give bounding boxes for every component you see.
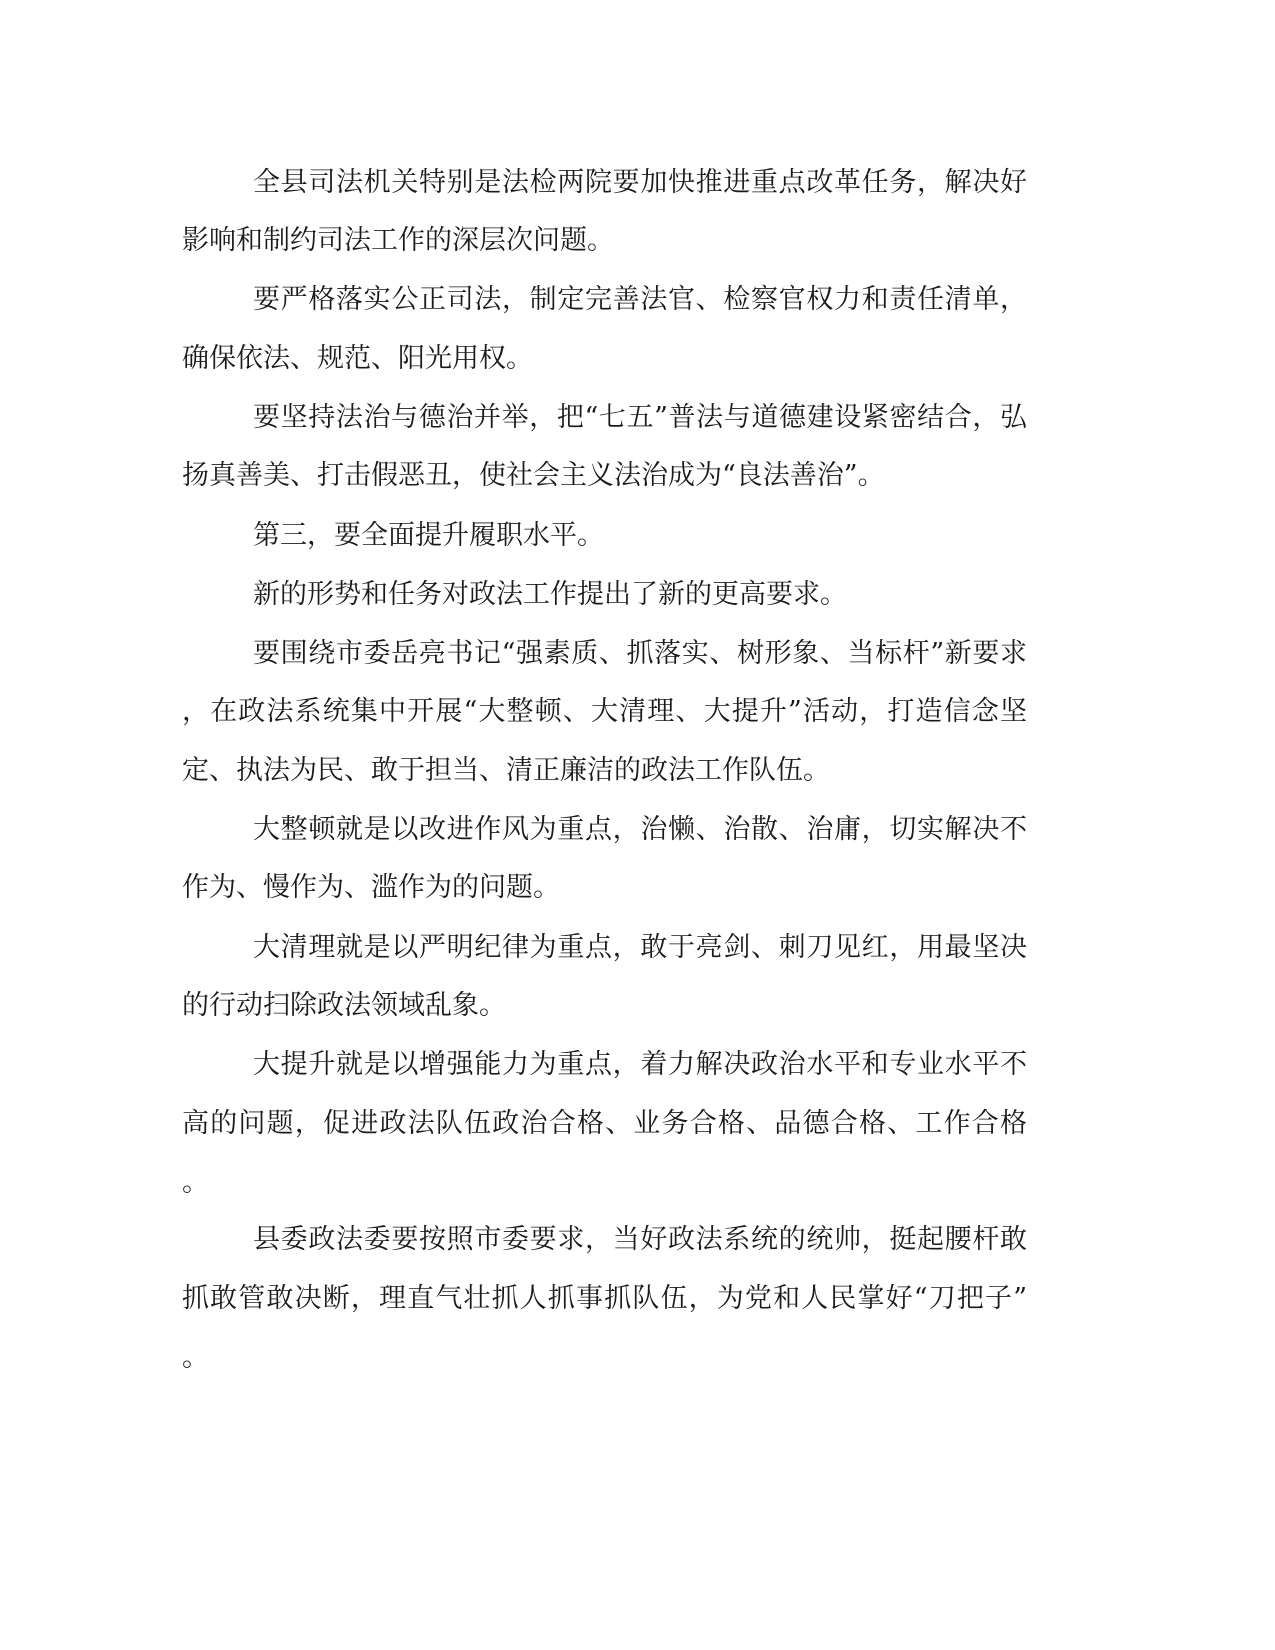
line-text: 全县司法机关特别是法检两院要加快推进重点改革任务，解决好 xyxy=(253,167,1027,198)
text-line xyxy=(0,1338,1275,1378)
line-text: 要围绕市委岳亮书记“强素质、抓落实、树形象、当标杆”新要求 xyxy=(253,638,1027,669)
text-line xyxy=(0,398,1275,438)
line-text: 要坚持法治与德治并举，把“七五”普法与道德建设紧密结合，弘 xyxy=(253,402,1027,433)
text-line xyxy=(0,575,1275,615)
text-line xyxy=(0,280,1275,320)
line-text: 大清理就是以严明纪律为重点，敢于亮剑、刺刀见红，用最坚决 xyxy=(253,932,1027,963)
line-text: 要严格落实公正司法，制定完善法官、检察官权力和责任清单， xyxy=(253,284,1027,315)
text-line xyxy=(0,221,1275,261)
line-text: 的行动扫除政法领域乱象。 xyxy=(182,990,506,1021)
line-text: 作为、慢作为、滥作为的问题。 xyxy=(182,872,560,903)
text-line xyxy=(0,1220,1275,1260)
text-line xyxy=(0,810,1275,850)
text-line xyxy=(0,1279,1275,1319)
text-line xyxy=(0,634,1275,674)
text-line xyxy=(0,692,1275,732)
text-line xyxy=(0,928,1275,968)
line-text: 。 xyxy=(182,1167,209,1198)
line-text: 扬真善美、打击假恶丑，使社会主义法治成为“良法善治”。 xyxy=(182,460,885,491)
line-text: 第三，要全面提升履职水平。 xyxy=(253,520,604,551)
line-text: 影响和制约司法工作的深层次问题。 xyxy=(182,225,614,256)
line-text: 高的问题，促进政法队伍政治合格、业务合格、品德合格、工作合格 xyxy=(182,1108,1027,1139)
line-text: 。 xyxy=(182,1342,209,1373)
line-text: 定、执法为民、敢于担当、清正廉洁的政法工作队伍。 xyxy=(182,755,830,786)
text-line xyxy=(0,751,1275,791)
text-line xyxy=(0,163,1275,203)
text-line xyxy=(0,339,1275,379)
text-line xyxy=(0,868,1275,908)
line-text: 县委政法委要按照市委要求，当好政法系统的统帅，挺起腰杆敢 xyxy=(253,1224,1027,1255)
text-line xyxy=(0,1163,1275,1203)
line-text: 大提升就是以增强能力为重点，着力解决政治水平和专业水平不 xyxy=(253,1049,1027,1080)
text-line xyxy=(0,1045,1275,1085)
line-text: ，在政法系统集中开展“大整顿、大清理、大提升”活动，打造信念坚 xyxy=(182,696,1027,727)
text-line xyxy=(0,456,1275,496)
text-line xyxy=(0,516,1275,556)
line-text: 抓敢管敢决断，理直气壮抓人抓事抓队伍，为党和人民掌好“刀把子” xyxy=(182,1283,1027,1314)
line-text: 新的形势和任务对政法工作提出了新的更高要求。 xyxy=(253,579,847,610)
text-line xyxy=(0,1104,1275,1144)
line-text: 大整顿就是以改进作风为重点，治懒、治散、治庸，切实解决不 xyxy=(253,814,1027,845)
text-line xyxy=(0,986,1275,1026)
line-text: 确保依法、规范、阳光用权。 xyxy=(182,343,533,374)
